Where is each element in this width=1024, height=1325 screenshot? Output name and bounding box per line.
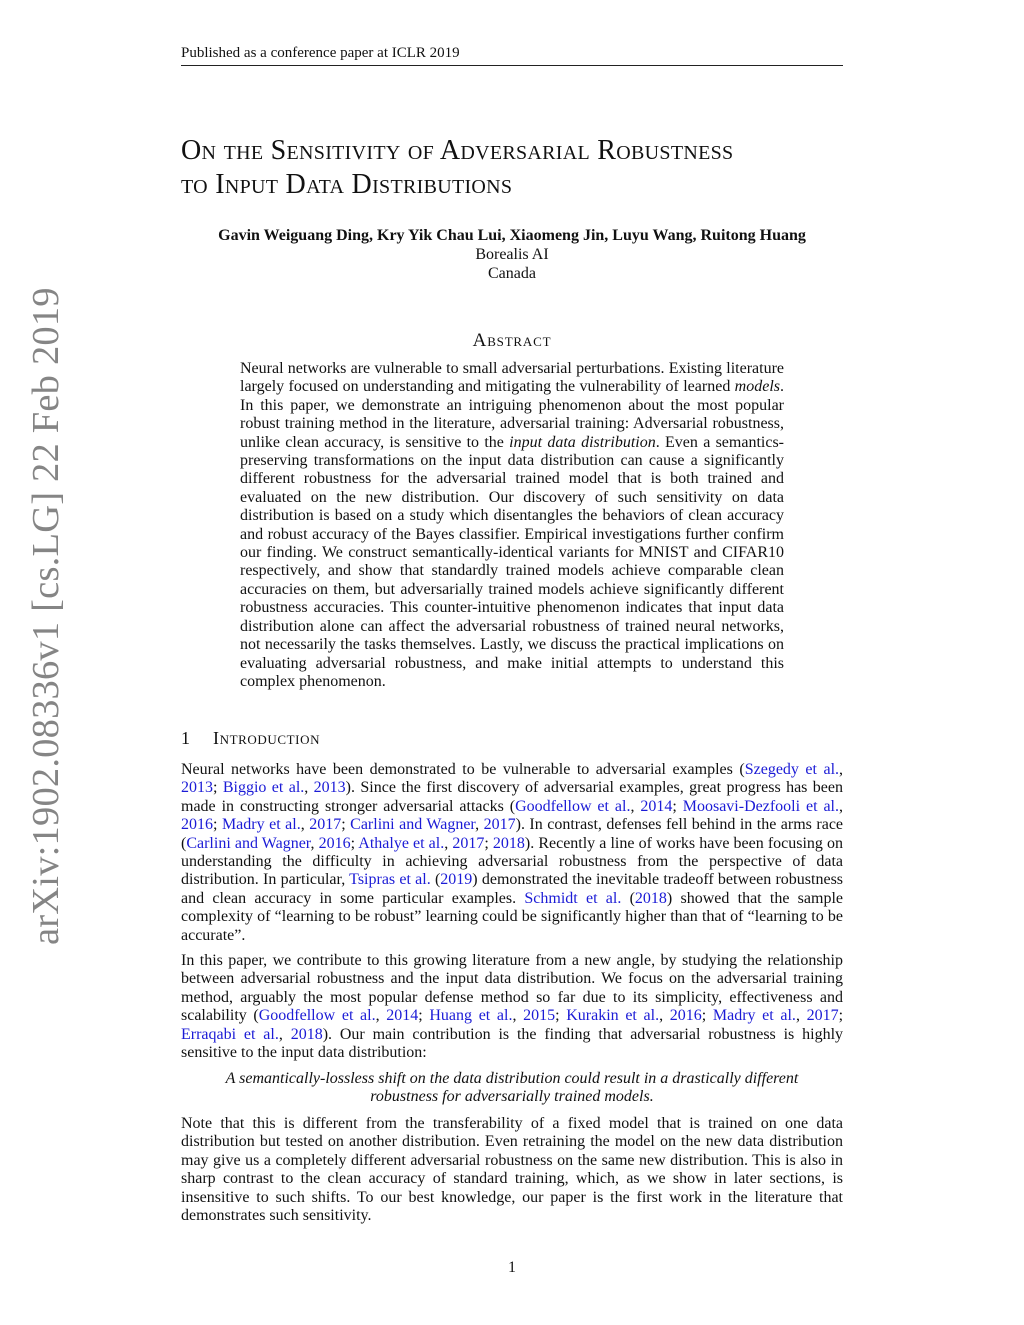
paragraph-text: In this paper, we contribute to this growing literature from a new angle, by studying the relationship between adversarial robustness and the input data distribution. We focus on the adversarial training method, arguably the most popular defense method so far due to its simplicity, effectiveness and scalability ( (181, 952, 843, 1025)
author-names: Gavin Weiguang Ding, Kry Yik Chau Lui, Xiaomeng Jin, Luyu Wang, Ruitong Huang (218, 227, 806, 244)
paragraph-text: ; (213, 816, 222, 834)
citation-link[interactable]: Szegedy et al. (744, 761, 840, 778)
paragraph-text: ) demonstrated the inevitable tradeoff between robustness and clean accuracy in some particular examples. (181, 871, 844, 907)
author-block (181, 226, 843, 283)
citation-link[interactable]: Athalye et al. (358, 834, 445, 852)
citation-link[interactable]: Huang et al. (429, 1007, 513, 1025)
citation-link[interactable]: 2015 (523, 1007, 556, 1025)
paragraph-text: , (630, 797, 641, 815)
paragraph-text: , (475, 816, 484, 834)
paragraph-text: ). Our main contribution is the finding that adversarial robustness is highly sensitive to the input data distribution: (181, 1025, 844, 1062)
citation-link[interactable]: 2017 (452, 834, 485, 852)
citation-link[interactable]: Madry et al. (712, 1007, 796, 1025)
paper-title-line-2: to Input Data Distributions (181, 169, 513, 200)
citation-link[interactable]: 2016 (669, 1007, 702, 1025)
citation-link[interactable]: 2017 (309, 816, 342, 834)
citation-link[interactable]: 2016 (181, 816, 213, 834)
citation-link[interactable]: 2014 (640, 797, 673, 815)
citation-link[interactable]: 2016 (318, 834, 351, 852)
paragraph-text: ; (672, 797, 683, 815)
paragraph-text: , (278, 1025, 291, 1043)
arxiv-identifier[interactable]: arXiv:1902.08336v1 [cs.LG] 22 Feb 2019 (25, 287, 67, 945)
paragraph-text: ; (838, 1007, 844, 1025)
citation-link[interactable]: 2014 (386, 1007, 419, 1025)
paragraph-text: ; (213, 779, 223, 797)
paragraph-text: , (839, 797, 843, 815)
paragraph-text: ( (621, 889, 635, 907)
paper-title-line-1: On the Sensitivity of Adversarial Robustness (181, 135, 734, 166)
quote-line-2: robustness for adversarially trained models. (370, 1088, 654, 1106)
citation-link[interactable]: 2019 (440, 871, 473, 889)
citation-link[interactable]: Moosavi-Dezfooli et al. (682, 797, 839, 815)
citation-link[interactable]: Carlini and Wagner (186, 834, 311, 852)
paragraph-text: ; (484, 834, 493, 852)
paragraph-text: , (444, 834, 453, 852)
author-country: Canada (488, 265, 536, 282)
paragraph-text: ; (555, 1007, 567, 1025)
paragraph-text: ). Recently a line of works have been focusing on understanding the difficulty in achieving adversarial robustness from the perspective of data distribution. In particular, (181, 834, 844, 889)
citation-link[interactable]: Biggio et al. (222, 779, 305, 797)
paragraph-text: ; (701, 1007, 713, 1025)
abstract-emphasis: input data distribution (509, 433, 656, 451)
author-affiliation: Borealis AI (475, 246, 549, 263)
abstract-emphasis: models (734, 378, 780, 396)
citation-link[interactable]: Goodfellow et al. (515, 797, 631, 815)
paragraph-text: , (300, 816, 310, 834)
paragraph-text: ). In contrast, defenses fell behind in the arms race ( (181, 816, 844, 852)
abstract-text: . Even a semantics-preserving transformations on the input data distribution can cause a significantly different robustness for the adversarial trained model that is both trained and evaluated on the new distribution. Our discovery of such sensitivity on data distribution is based on a study which disentangles the behaviors of clean accuracy and robust accuracy of the Bayes classifier. Empirical investigations further confirm our finding. We construct semantically-identical variants for MNIST and CIFAR10 respectively, and show that standardly trained models achieve comparable clean accuracies on them, but adversarially trained models achieve significantly different robustness accuracies. This counter-intuitive phenomenon indicates that input data distribution alone can affect the adversarial robustness of trained neural networks, not necessarily the tasks themselves. Lastly, we discuss the practical implications on evaluating adversarial robustness, and make initial attempts to understand this complex phenomenon. (240, 433, 784, 690)
paragraph-text: ; (341, 816, 351, 834)
abstract-heading: Abstract (472, 330, 552, 351)
running-header: Published as a conference paper at ICLR 2019 (181, 44, 843, 66)
citation-link[interactable]: 2017 (806, 1007, 839, 1025)
citation-link[interactable]: Tsipras et al. (349, 871, 431, 889)
citation-link[interactable]: Erraqabi et al. (181, 1025, 279, 1043)
key-finding-quote (181, 1070, 843, 1107)
section-number: 1 (181, 728, 190, 748)
abstract-text: Neural networks are vulnerable to small adversarial perturbations. Existing literature largely focused on understanding and mitigating the vulnerability of learned (240, 360, 784, 396)
paragraph-text: , (659, 1007, 670, 1025)
paragraph-text: ; (350, 834, 359, 852)
paper-title (181, 134, 881, 202)
paragraph-text: ) showed that the sample complexity of “learning to be robust” learning could be significantly higher than that of “learning to be accurate”. (181, 889, 844, 944)
paragraph-text: , (795, 1007, 807, 1025)
abstract-text: . In this paper, we demonstrate an intriguing phenomenon about the most popular robust training method in the literature, adversarial training: Adversarial robustness, unlike clean accuracy, is sensitive to the (240, 378, 784, 451)
intro-paragraph-2 (181, 952, 843, 1062)
citation-link[interactable]: 2013 (181, 779, 213, 797)
citation-link[interactable]: Carlini and Wagner (350, 816, 476, 834)
abstract-body (240, 360, 784, 691)
citation-link[interactable]: 2018 (634, 889, 667, 907)
citation-link[interactable]: 2018 (290, 1025, 323, 1043)
paragraph-text: , (304, 779, 314, 797)
citation-link[interactable]: Madry et al. (221, 816, 301, 834)
paragraph-text: , (839, 761, 844, 778)
paragraph-text: , (512, 1007, 524, 1025)
citation-link[interactable]: 2017 (483, 816, 516, 834)
paragraph-text: ). Since the first discovery of adversarial examples, great progress has been made in constructing stronger adversarial attacks ( (181, 779, 844, 815)
citation-link[interactable]: 2013 (313, 779, 346, 797)
page-number: 1 (508, 1259, 516, 1276)
citation-link[interactable]: Schmidt et al. (524, 889, 622, 907)
paragraph-text: , (310, 834, 319, 852)
citation-link[interactable]: 2018 (492, 834, 525, 852)
citation-link[interactable]: Goodfellow et al. (258, 1007, 376, 1025)
paragraph-text: ; (418, 1007, 430, 1025)
section-title: Introduction (213, 728, 321, 748)
intro-paragraph-3: Note that this is different from the transferability of a fixed model that is trained on one data distribution but tested on another distribution. Even retraining the model on the new data distribution may give us a completely different adversarial robustness on the same new distribution. This is also in sharp contrast to the clean accuracy of standard training, which, as we show in later sections, is insensitive to such shifts. To our best knowledge, our paper is the first work in the literature that demonstrates such sensitivity. (181, 1115, 843, 1225)
section-heading-introduction (181, 727, 843, 749)
citation-link[interactable]: Kurakin et al. (566, 1007, 660, 1025)
quote-line-1: A semantically-lossless shift on the data distribution could result in a drastically different (225, 1070, 799, 1087)
intro-paragraph-1 (181, 761, 843, 945)
paragraph-text: Neural networks have been demonstrated to be vulnerable to adversarial examples ( (181, 761, 745, 778)
paragraph-text: , (375, 1007, 387, 1025)
paragraph-text: ( (430, 871, 441, 889)
